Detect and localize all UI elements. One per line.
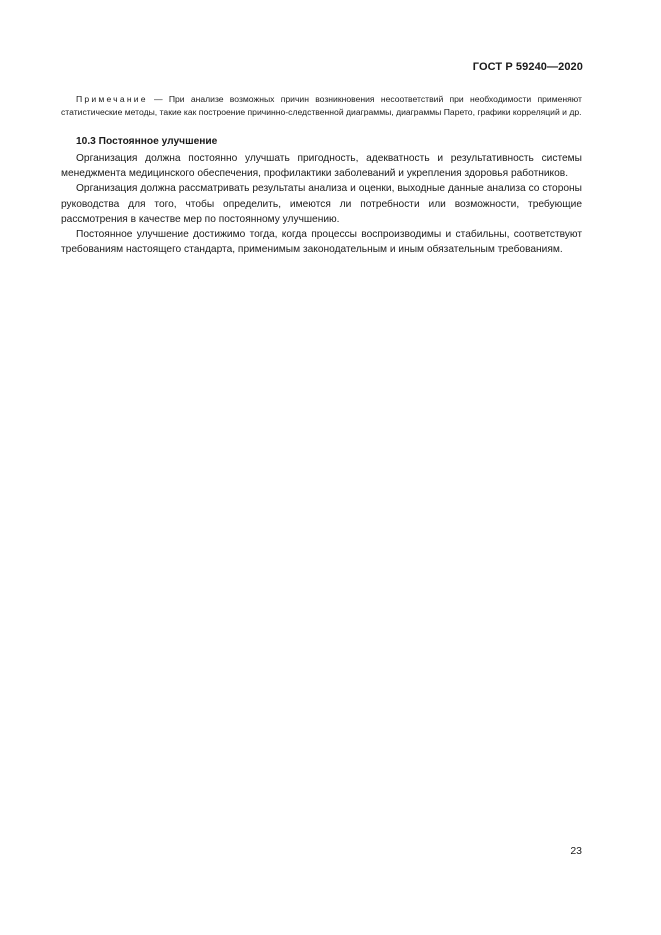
document-standard-id: ГОСТ Р 59240—2020 [472, 61, 583, 73]
page-content [61, 93, 582, 257]
section-heading: 10.3 Постоянное улучшение [76, 136, 218, 147]
section-paragraph-1: Организация должна постоянно улучшать пригодность, адекватность и результативность системы менеджмента медицинского обеспечения, профилактики заболеваний и укрепления здоровья работников. [61, 153, 582, 180]
section-paragraph-2: Организация должна рассматривать результаты анализа и оценки, выходные данные анализа со стороны руководства для того, чтобы определить, имеются ли потребности или возможности, требующие рассмотрения в качестве мер по постоянному улучшению. [61, 183, 582, 225]
note-label: Примечание [76, 94, 148, 104]
section-paragraph-3: Постоянное улучшение достижимо тогда, когда процессы воспроизводимы и стабильны, соответствуют требованиям настоящего стандарта, применимым законодательным и иным обязательным требованиям. [61, 229, 582, 256]
page-number: 23 [570, 845, 582, 857]
note-paragraph [61, 93, 582, 119]
note-text: — При анализе возможных причин возникновения несоответствий при необходимости применяют статистические методы, такие как построение причинно-следственной диаграммы, диаграммы Парето, графики корреляций и др. [61, 94, 582, 117]
